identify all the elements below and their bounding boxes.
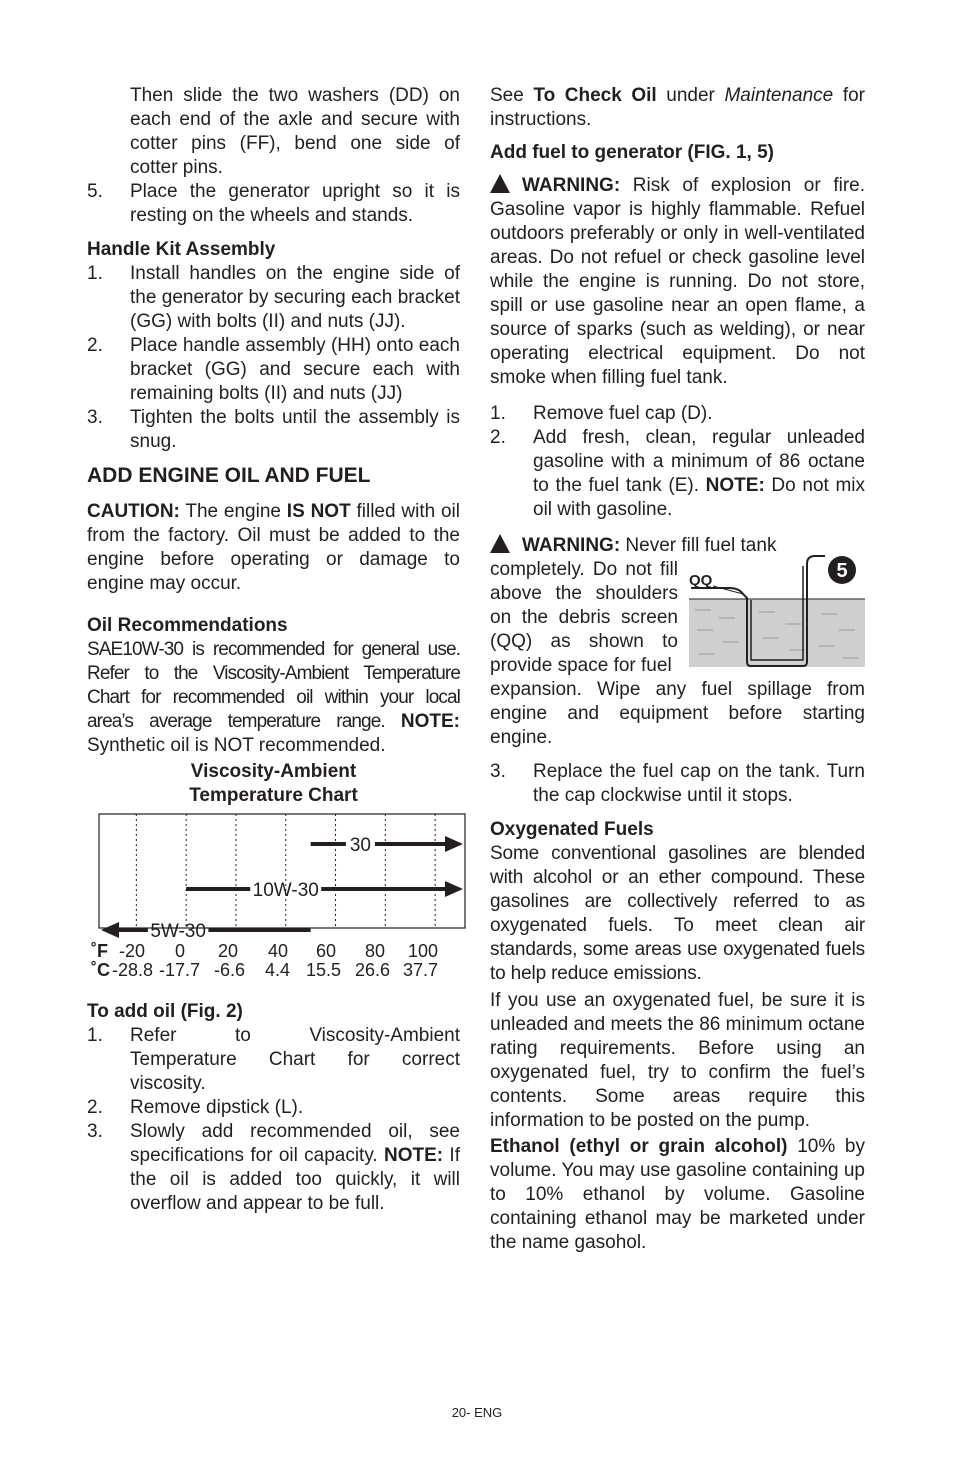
ref-italic: Maintenance — [724, 85, 834, 106]
warning-label: WARNING: — [522, 175, 621, 196]
note-label: NOTE: — [705, 475, 765, 496]
series-label: 30 — [349, 835, 371, 856]
step-number: 3. — [87, 1121, 103, 1142]
celsius-tick-label: -6.6 — [214, 960, 246, 980]
celsius-tick-label: 4.4 — [265, 960, 291, 980]
warning-continuation: expansion. Wipe any fuel spillage from engine and equipment before starting engine. — [490, 679, 865, 748]
oil-recommendations-heading: Oil Recommendations — [87, 615, 288, 636]
section-heading: ADD ENGINE OIL AND FUEL — [87, 464, 371, 487]
add-oil-heading: To add oil (Fig. 2) — [87, 1001, 243, 1022]
series-label: 5W-30 — [150, 921, 206, 942]
oxygenated-fuels-text-2: If you use an oxygenated fuel, be sure it is unleaded and meets the 86 minimum octane rating requirements. Before using an oxygenated fuel, try to confirm the fuel’s contents. Some areas require this information to be posted on the pump. — [490, 990, 865, 1131]
step-text: Refer to Viscosity-Ambient Temperature Chart for correct viscosity. — [130, 1025, 460, 1094]
step-number: 1. — [87, 263, 103, 284]
warning-wrap-text: completely. Do not fill above the shoulders on the debris screen (QQ) as shown to provide space for fuel — [490, 559, 678, 676]
fahrenheit-tick-label: 80 — [365, 941, 386, 961]
step-text: Install handles on the engine side of the generator by securing each bracket (GG) with bolts (II) and nuts (JJ). — [130, 263, 460, 332]
fahrenheit-ticks — [87, 942, 460, 961]
caution-text-cont: filled with oil from the factory. Oil must be added to the engine before operating or damage to engine may occur. — [87, 501, 460, 594]
chart-title-line2: Temperature Chart — [189, 785, 358, 806]
note-text: Do not mix oil with gasoline. — [533, 475, 865, 520]
ref-bold: To Check Oil — [533, 85, 657, 106]
step-text: Place the generator upright so it is resting on the wheels and stands. — [130, 181, 460, 226]
fuel-step3-list — [490, 760, 865, 808]
fuel-level-fill — [689, 599, 865, 667]
note-label: NOTE: — [384, 1145, 444, 1166]
step-text: Tighten the bolts until the assembly is snug. — [130, 407, 460, 452]
note-text: Synthetic oil is NOT recommended. — [87, 735, 386, 756]
viscosity-chart — [87, 760, 460, 980]
add-oil-steps — [87, 1024, 460, 1120]
list-item — [87, 1024, 460, 1096]
list-item — [87, 180, 460, 228]
caution-paragraph — [87, 500, 460, 596]
step3-body: Slowly add recommended oil, see specifications for oil capacity. — [130, 1121, 460, 1166]
oxygenated-fuels-heading: Oxygenated Fuels — [490, 819, 654, 840]
arrow-head-right — [445, 836, 463, 852]
celsius-tick-label: 37.7 — [403, 960, 439, 980]
qq-label: QQ — [689, 572, 713, 589]
caution-text: The engine — [179, 501, 287, 522]
celsius-tick-label: 15.5 — [306, 960, 342, 980]
warning-paragraph-1 — [490, 172, 865, 390]
list-item — [87, 1096, 460, 1120]
chart-title-line1: Viscosity-Ambient — [190, 761, 357, 782]
warning-text: Risk of explosion or fire. Gasoline vapor is highly flammable. Refuel outdoors preferably or only in well-ventilated areas. Do not refuel or check gasoline level while the engine is running. Do not store, spill or use gasoline near an open flame, a source of sparks (such as welding), or near operating electrical equipment. Do not smoke when filling fuel tank. — [490, 175, 865, 388]
list-item — [87, 406, 460, 454]
list-item — [490, 402, 865, 426]
step-text: Remove fuel cap (D). — [533, 403, 713, 424]
fahrenheit-tick-label: 40 — [268, 941, 289, 961]
page-number: 20- ENG — [451, 1405, 503, 1420]
caution-emphasis: IS NOT — [286, 501, 351, 522]
chart-frame — [99, 814, 465, 928]
celsius-tick-label: -17.7 — [159, 960, 201, 980]
oil-rec-body: SAE10W-30 is recommended for general use. Refer to the Viscosity-Ambient Temperature Chart for recommended oil within your local area’s average temperature range. — [87, 639, 460, 732]
step-number: 5. — [87, 181, 103, 202]
step-text — [130, 1120, 460, 1216]
figure-number: 5 — [836, 560, 848, 582]
celsius-tick-label: 26.6 — [355, 960, 391, 980]
fahrenheit-tick-label: 0 — [175, 941, 186, 961]
fahrenheit-unit-label: ˚F — [91, 941, 108, 961]
assembly-step-list — [87, 180, 460, 228]
right-column — [490, 84, 865, 1255]
list-item — [490, 760, 865, 808]
fahrenheit-tick-label: 100 — [408, 941, 439, 961]
step-text: Place handle assembly (HH) onto each bracket (GG) and secure each with remaining bolts (II) and nuts (JJ) — [130, 335, 460, 404]
celsius-tick-label: -28.8 — [112, 960, 154, 980]
step-number: 3. — [87, 407, 103, 428]
step-number: 2. — [87, 1097, 103, 1118]
note-text: If the oil is added too quickly, it will overflow and appear to be full. — [130, 1145, 460, 1214]
ethanol-text: 10% by volume. You may use gasoline containing up to 10% ethanol by volume. Gasoline containing ethanol may be marketed under the name gasohol. — [490, 1136, 866, 1253]
ref-text-mid: under — [656, 85, 725, 106]
warning-icon — [490, 174, 510, 193]
oil-recommendations-text — [87, 638, 460, 758]
oxygenated-fuels-text: Some conventional gasolines are blended with alcohol or an ether compound. These gasolines are collectively referred to as oxygenated fuels. To meet clean air standards, some areas use oxygenated fuels to help reduce emissions. — [490, 843, 865, 984]
left-column — [87, 84, 460, 1216]
celsius-ticks — [87, 961, 460, 980]
step-number: 3. — [490, 761, 506, 782]
step-text: Remove dipstick (L). — [130, 1097, 304, 1118]
step-number: 2. — [87, 335, 103, 356]
add-fuel-heading: Add fuel to generator (FIG. 1, 5) — [490, 142, 774, 163]
ethanol-paragraph — [490, 1135, 865, 1255]
list-item — [87, 334, 460, 406]
warning-text: Never fill fuel tank — [620, 535, 777, 556]
list-item — [87, 1120, 460, 1216]
warning-icon — [490, 534, 510, 553]
series-label: 10W-30 — [252, 880, 319, 901]
handle-kit-steps — [87, 262, 460, 454]
fahrenheit-tick-label: -20 — [119, 941, 146, 961]
arrow-head-right — [445, 881, 463, 897]
note-label: NOTE: — [400, 711, 460, 732]
check-oil-reference — [490, 84, 865, 132]
fuel-steps — [490, 402, 865, 522]
step-number: 1. — [87, 1025, 103, 1046]
caution-label: CAUTION: — [87, 501, 180, 522]
step-text: Replace the fuel cap on the tank. Turn the cap clockwise until it stops. — [533, 761, 865, 806]
fuel-tank-figure — [689, 552, 865, 668]
fahrenheit-tick-label: 60 — [316, 941, 337, 961]
step-text — [533, 426, 865, 522]
ethanol-label: Ethanol (ethyl or grain alcohol) — [490, 1136, 788, 1157]
list-item — [490, 426, 865, 522]
list-item — [87, 262, 460, 334]
celsius-unit-label: ˚C — [91, 960, 110, 980]
ref-text: See — [490, 85, 534, 106]
ref-text-end: for instructions. — [490, 85, 865, 130]
arrow-head-left — [101, 922, 119, 938]
warning-label: WARNING: — [522, 535, 621, 556]
figure-5-block — [490, 558, 865, 678]
step-number: 1. — [490, 403, 506, 424]
step-number: 2. — [490, 427, 506, 448]
handle-kit-heading: Handle Kit Assembly — [87, 239, 276, 260]
add-oil-step3-list — [87, 1120, 460, 1216]
chart-plot — [94, 812, 474, 942]
step2-body: Add fresh, clean, regular unleaded gasoline with a minimum of 86 octane to the fuel tank (E). — [533, 427, 865, 496]
fahrenheit-tick-label: 20 — [218, 941, 239, 961]
assembly-continuation-text: Then slide the two washers (DD) on each end of the axle and secure with cotter pins (FF), bend one side of cotter pins. — [130, 85, 460, 178]
